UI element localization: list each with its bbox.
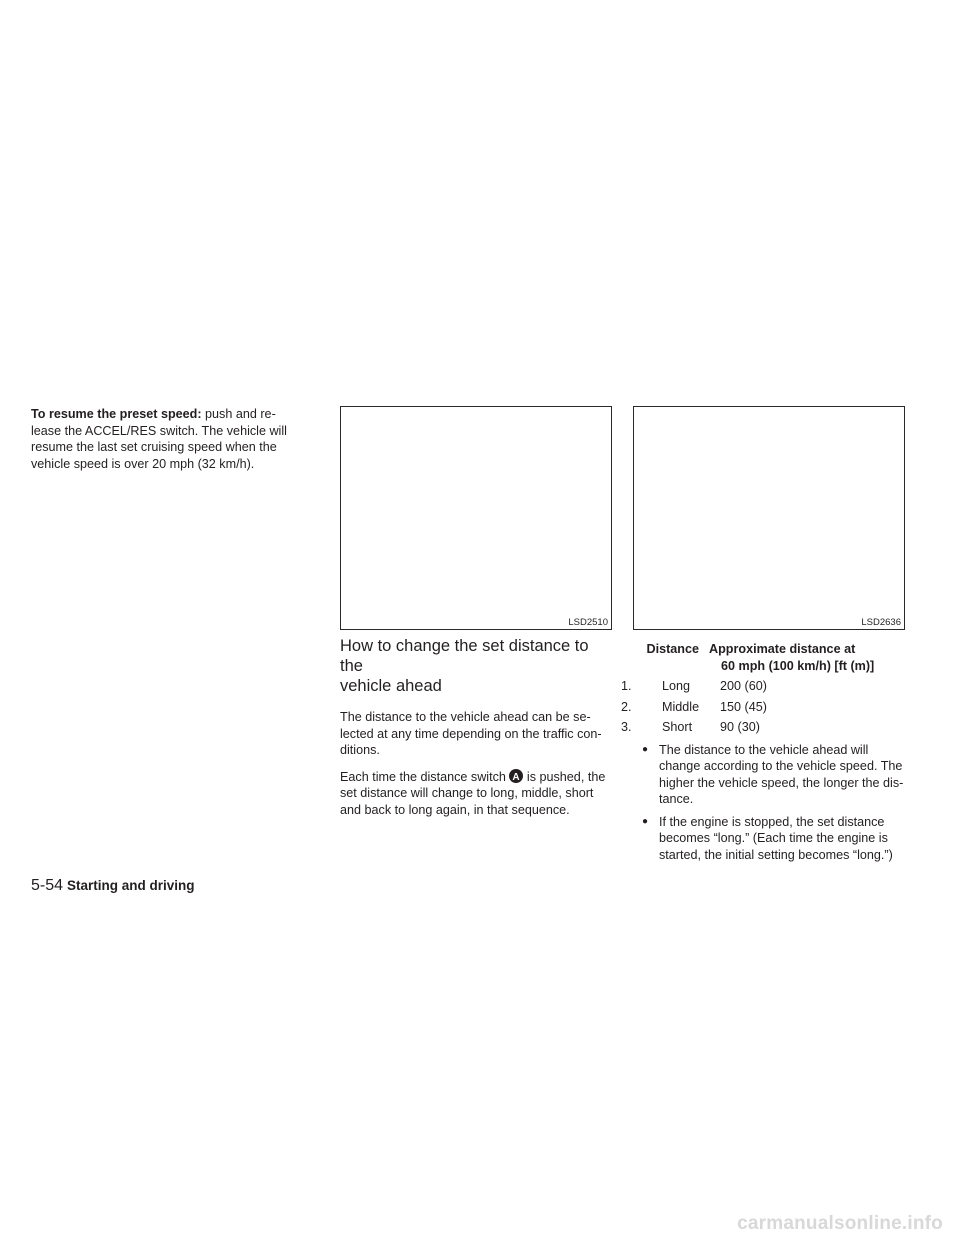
section-paragraph: Each time the distance switch A is pushed, the set distance will change to long, middle, short and back to long again, in that sequence. <box>340 769 606 817</box>
bullet-item: ● The distance to the vehicle ahead will change according to the vehicle speed. The higher the vehicle speed, the longer the dis- tance. <box>621 742 907 808</box>
distance-section <box>340 636 612 818</box>
table-row: 3. Short 90 (30) <box>621 720 760 734</box>
table-header <box>621 641 907 674</box>
resume-line: push and re- <box>201 407 276 421</box>
resume-paragraph <box>31 406 321 472</box>
callout-a-icon <box>509 769 523 783</box>
resume-lead: To resume the preset speed: <box>31 407 202 421</box>
svg-text:A: A <box>512 771 521 783</box>
bullet-icon: ● <box>641 815 648 827</box>
resume-line: vehicle speed is over 20 mph (32 km/h). <box>31 456 255 471</box>
section-heading: How to change the set distance to the vehicle ahead <box>340 637 589 695</box>
resume-line: resume the last set cruising speed when the <box>31 440 277 454</box>
table-row: 2. Middle 150 (45) <box>621 699 767 714</box>
figure-distance-switch <box>340 406 612 630</box>
figure-distance-display <box>633 406 905 630</box>
figure-code: LSD2636 <box>861 617 901 628</box>
figure-code: LSD2510 <box>568 617 608 628</box>
table-header-approx: Approximate distance at 60 mph (100 km/h) [ft (m)] <box>709 642 875 673</box>
section-paragraph: The distance to the vehicle ahead can be se- lected at any time depending on the traffic con- ditions. <box>340 710 602 757</box>
distance-table-section <box>621 641 907 863</box>
resume-line: lease the ACCEL/RES switch. The vehicle will <box>31 423 287 438</box>
page-footer <box>31 876 195 896</box>
page-number: 5-54 <box>31 877 64 894</box>
footer-section-title: Starting and driving <box>67 878 195 893</box>
table-row: 1. Long 200 (60) <box>621 679 767 693</box>
bullet-icon: ● <box>641 743 648 755</box>
table-header-distance: Distance <box>646 642 699 656</box>
bullet-item: ● If the engine is stopped, the set distance becomes “long.” (Each time the engine is started, the initial setting becomes “long.”) <box>621 814 907 864</box>
watermark: carmanualsonline.info <box>737 1213 943 1234</box>
